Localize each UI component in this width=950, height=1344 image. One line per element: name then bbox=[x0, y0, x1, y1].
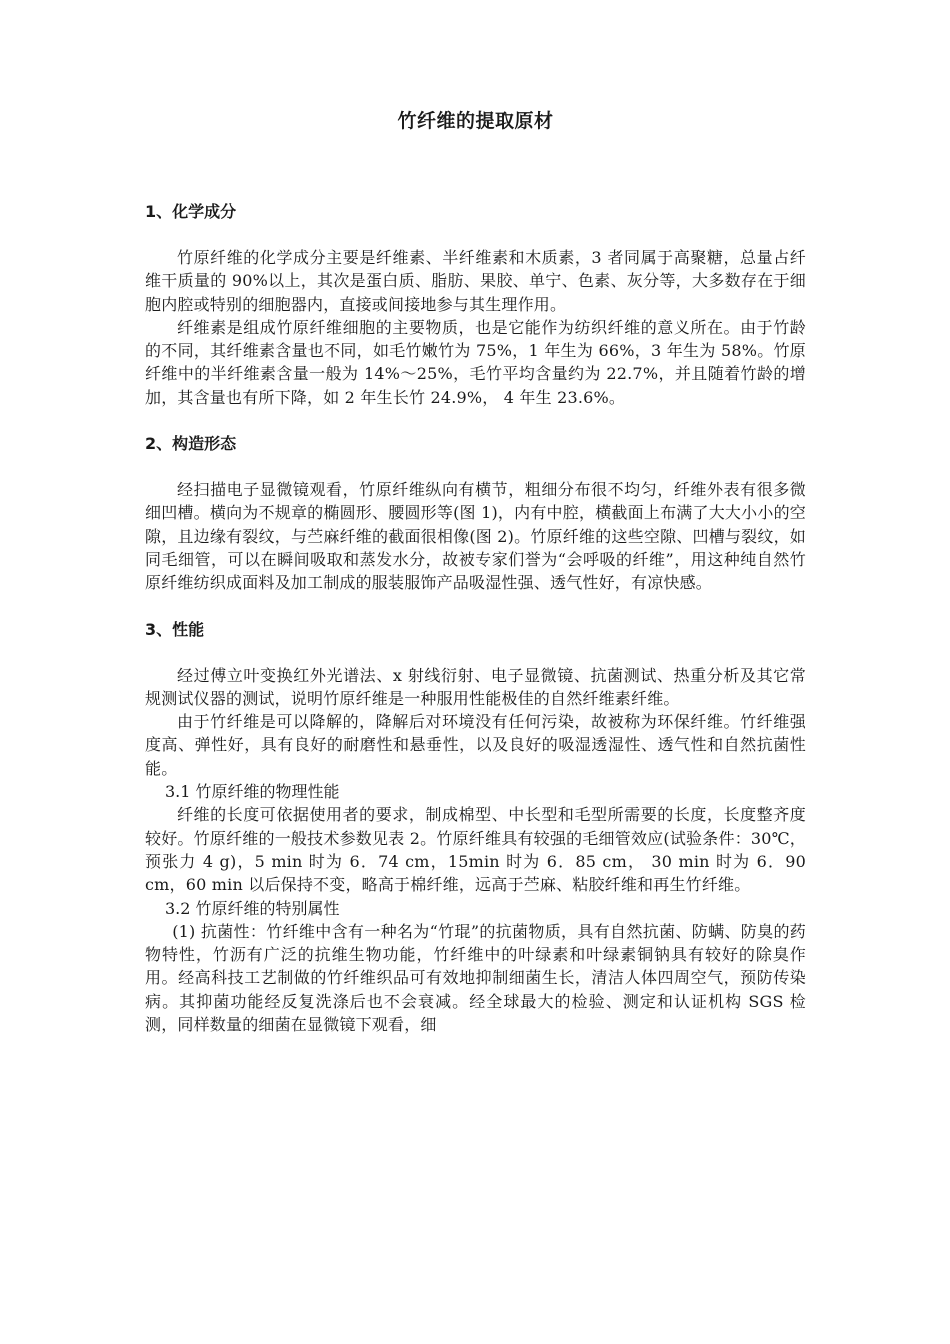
section-performance bbox=[145, 617, 806, 1037]
paragraph: 经过傅立叶变换红外光谱法、x 射线衍射、电子显微镜、抗菌测试、热重分析及其它常规测试仪器的测试，说明竹原纤维是一种服用性能极佳的自然纤维素纤维。 bbox=[145, 665, 806, 708]
paragraph: (1) 抗菌性：竹纤维中含有一种名为“竹琨”的抗菌物质，具有自然抗菌、防螨、防臭的药物特性，竹沥有广泛的抗维生物功能，竹纤维中的叶绿素和叶绿素铜钠具有较好的除臭作用。经高科技工艺制做的竹纤维织品可有效地抑制细菌生长，清洁人体四周空气，预防传染病。其抑菌功能经反复洗涤后也不会衰减。经全球最大的检验、测定和认证机构 SGS 检测，同样数量的细菌在显微镜下观看，细 bbox=[145, 921, 806, 1035]
section-chemical-composition bbox=[145, 199, 806, 409]
paragraph: 经扫描电子显微镜观看，竹原纤维纵向有横节，粗细分布很不均匀，纤维外表有很多微细凹槽。横向为不规章的椭圆形、腰圆形等(图 1)，内有中腔，横截面上布满了大大小小的空隙，且边缘有裂纹，与苎麻纤维的截面很相像(图 2)。竹原纤维的这些空隙、凹槽与裂纹，如同毛细管，可以在瞬间吸取和蒸发水分，故被专家们誉为“会呼吸的纤维”，用这种纯自然竹原纤维纺织成面料及加工制成的服装服饰产品吸湿性强、透气性好，有凉快感。 bbox=[145, 480, 806, 593]
section-heading: 2、构造形态 bbox=[145, 434, 237, 454]
section-heading: 1、化学成分 bbox=[145, 202, 237, 221]
paragraph: 纤维的长度可依据使用者的要求，制成棉型、中长型和毛型所需要的长度，长度整齐度较好。竹原纤维的一般技术参数见表 2。竹原纤维具有较强的毛细管效应(试验条件：30℃，预张力 4 g)，5 min 时为 6．74 cm，15min 时为 6．85 cm， 30 min 时为 6．90 cm，60 min 以后保持不变，略高于棉纤维，远高于苎麻、粘胶纤维和再生竹纤维。 bbox=[145, 805, 806, 895]
section-structure-morphology bbox=[145, 431, 806, 594]
paragraph: 竹原纤维的化学成分主要是纤维素、半纤维素和木质素，3 者同属于高聚糖，总量占纤维干质量的 90%以上，其次是蛋白质、脂肪、果胶、单宁、色素、灰分等，大多数存在于细胞内腔或特别的细胞器内，直接或间接地参与其生理作用。 bbox=[145, 248, 806, 314]
section-heading: 3、性能 bbox=[145, 619, 205, 639]
paragraph: 由于竹纤维是可以降解的，降解后对环境没有任何污染，故被称为环保纤维。竹纤维强度高、弹性好，具有良好的耐磨性和悬垂性，以及良好的吸湿透湿性、透气性和自然抗菌性能。 bbox=[145, 712, 806, 778]
subsection-heading-physical: 3.1 竹原纤维的物理性能 bbox=[165, 782, 340, 802]
subsection-heading-special: 3.2 竹原纤维的特别属性 bbox=[165, 898, 340, 918]
paragraph: 纤维素是组成竹原纤维细胞的主要物质，也是它能作为纺织纤维的意义所在。由于竹龄的不同，其纤维素含量也不同，如毛竹嫩竹为 75%，1 年生为 66%，3 年生为 58%。竹原纤维中的半纤维素含量一般为 14%～25%，毛竹平均含量约为 22.7%，并且随着竹龄的增加，其含量也有所下降，如 2 年生长竹 24.9%， 4 年生 23.6%。 bbox=[145, 317, 806, 407]
document-title: 竹纤维的提取原材 bbox=[397, 110, 554, 132]
